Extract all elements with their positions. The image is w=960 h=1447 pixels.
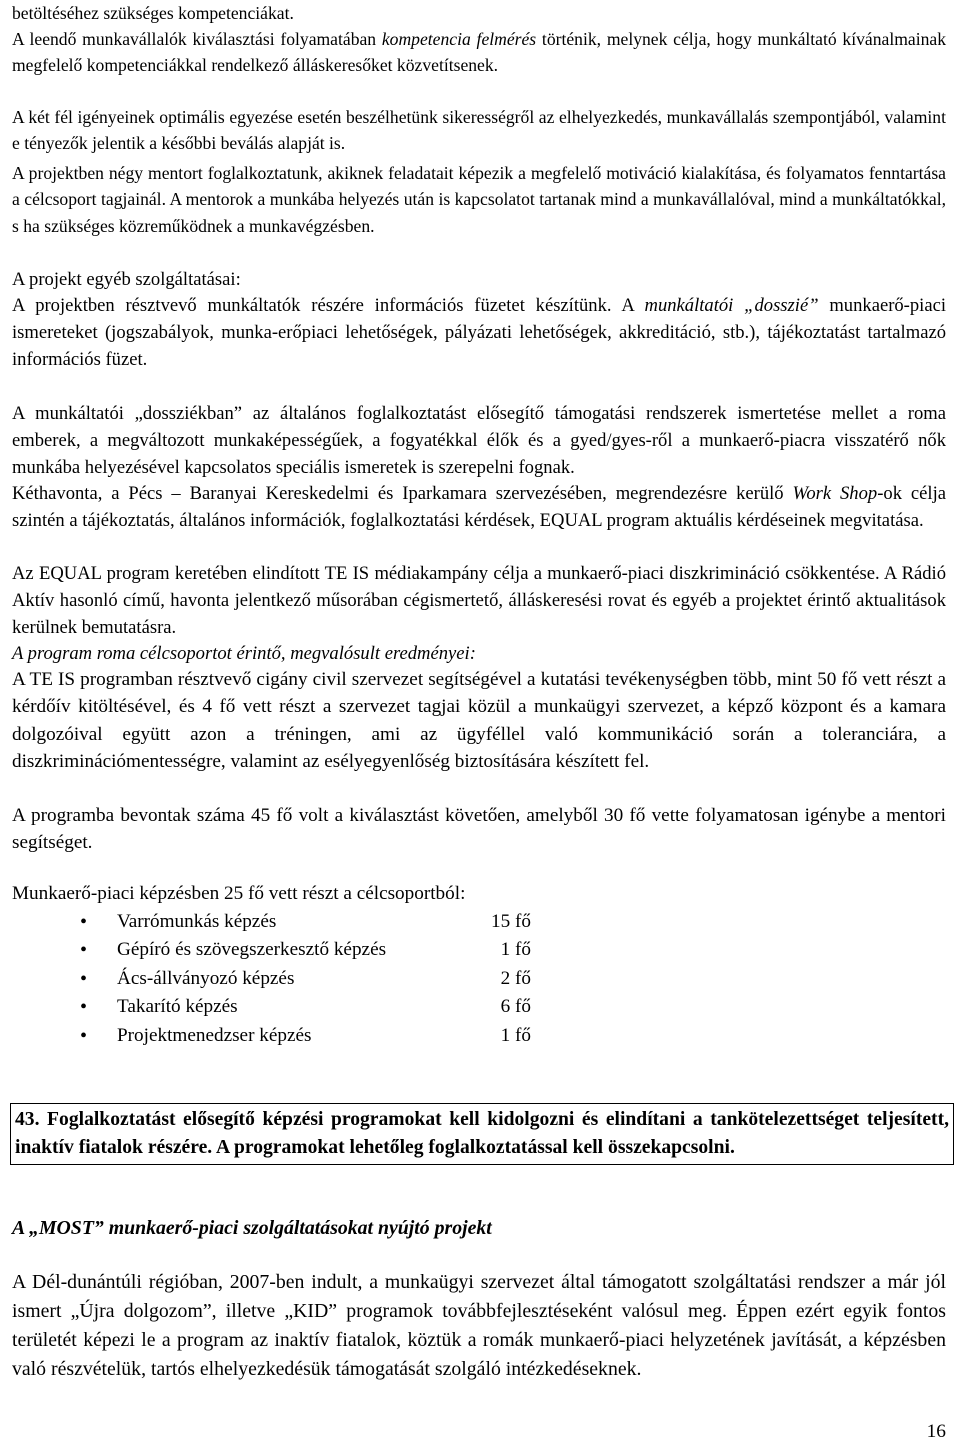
- paragraph-text: A projektben négy mentort foglalkoztatunk, akiknek feladatait képezik a megfelelő motiváció kialakítása, és folyamatos fenntartása a célcsoport tagjainál. A mentorok a munkába helyezés után is kapcsolatot tartanak mind a munkavállalóval, mind a munkáltatókkal, s ha szükséges közreműködnek a munkavégzésben.: [12, 163, 946, 236]
- italic-term: Work Shop: [792, 483, 878, 504]
- training-count: 1 fő: [500, 1024, 531, 1046]
- italic-term: munkáltatói „dosszié”: [644, 295, 819, 316]
- paragraph-text: A programba bevontak száma 45 fő volt a kiválasztást követően, amelyből 30 fő vette folyamatosan igénybe a mentori segítséget.: [12, 805, 946, 854]
- paragraph-other-services: [12, 266, 946, 293]
- paragraph-dossiers: [12, 400, 946, 481]
- paragraph-text: munkaerő-piaci ismereteket (jogszabályok, munka-erőpiaci lehetőségek, pályázati lehetőségek, akkreditáció, stb.), tájékoztatást tartalmazó információs füzet.: [12, 295, 947, 370]
- italic-term: kompetencia felmérés: [381, 29, 537, 49]
- paragraph-text: A projekt egyéb szolgáltatásai:: [12, 269, 241, 290]
- paragraph-information-booklet: [12, 292, 946, 373]
- paragraph-workshops: [12, 480, 946, 534]
- training-name: Projektmenedzser képzés: [117, 1024, 312, 1046]
- paragraph-matching: [12, 104, 946, 157]
- paragraph-participants: [12, 802, 946, 857]
- paragraph-mentors: [12, 160, 946, 239]
- italic-subheading: A program roma célcsoportot érintő, megvalósult eredményei:: [12, 643, 476, 664]
- training-name: Ács-állványozó képzés: [117, 967, 295, 989]
- paragraph-most-project: [12, 1268, 946, 1384]
- training-name: Gépíró és szövegszerkesztő képzés: [117, 939, 387, 961]
- paragraph-competency: [12, 26, 946, 79]
- paragraph-text: -ok célja szintén a tájékoztatás, általános információk, foglalkoztatási kérdések, EQUAL program aktuális kérdéseinek megvitatása.: [12, 483, 946, 531]
- recommendation-text: 43. Foglalkoztatást elősegítő képzési programokat kell kidolgozni és elindítani a tankötelezettséget teljesített, inaktív fiatalok részére. A programokat lehetőleg foglalkoztatással kell összekapcsolni.: [15, 1109, 949, 1158]
- paragraph-text: A munkáltatói „dossziékban” az általános foglalkoztatást elősegítő támogatási rendszerek ismertetése mellet a roma emberek, a megváltozott munkaképességűek, a fogyatékkal élők és a gyed/gyes-ről a munkaerő-piacra visszatérő nők munkába helyezésével kapcsolatos speciális ismeretek is szerepelni fognak.: [12, 403, 946, 478]
- paragraph-results-heading: [12, 640, 946, 667]
- bullet-icon: [80, 993, 100, 1022]
- bullet-icon: [80, 965, 100, 994]
- paragraph-text: Az EQUAL program keretében elindított TE IS médiakampány célja a munkaerő-piaci diszkrimináció csökkentése. A Rádió Aktív hasonló című, havonta jelentkező műsorában cégismertető, álláskeresési rovat és egyéb a projektet érintő aktualitások kerülnek bemutatásra.: [12, 563, 946, 638]
- paragraph-continuation: [12, 0, 946, 26]
- paragraph-results: [12, 666, 946, 776]
- paragraph-text: betöltéséhez szükséges kompetenciákat.: [12, 3, 294, 23]
- paragraph-text: A két fél igényeinek optimális egyezése esetén beszélhetünk sikerességről az elhelyezkedés, munkavállalás szempontjából, valamint e tényezők jelentik a későbbi beválás alapját is.: [12, 107, 946, 154]
- page-number: 16: [926, 1421, 946, 1442]
- training-name: Takarító képzés: [117, 996, 238, 1018]
- training-count: 1 fő: [500, 939, 531, 961]
- paragraph-text: történik, melynek célja, hogy munkáltató kívánalmainak megfelelő kompetenciákkal rendelkező álláskeresőket közvetítsenek.: [12, 29, 947, 76]
- paragraph-text: Kéthavonta, a Pécs – Baranyai Kereskedelmi és Iparkamara szervezésében, megrendezésre kerülő: [12, 483, 793, 504]
- paragraph-media-campaign: [12, 560, 946, 641]
- bullet-icon: [80, 936, 100, 965]
- training-count: 6 fő: [500, 996, 531, 1018]
- section-heading: A „MOST” munkaerő-piaci szolgáltatásokat nyújtó projekt: [12, 1217, 492, 1239]
- paragraph-training-intro: [12, 880, 946, 907]
- paragraph-text: A TE IS programban résztvevő cigány civil szervezet segítségével a kutatási tevékenységben több, mint 50 fő vett részt a kérdőív kitöltésével, és 4 fő vett részt a szervezet tagjai közül a munkaügyi szervezet, a képző központ és a kamara dolgozóival együtt azon a tréningen, ami az ügyféllel való kommunikáció során a toleranciára, a diszkriminációmentességre, valamint az esélyegyenlőség biztosítására készített fel.: [12, 669, 946, 773]
- bullet-icon: [80, 908, 100, 937]
- paragraph-text: A Dél-dunántúli régióban, 2007-ben indult, a munkaügyi szervezet által támogatott szolgáltatási rendszer a már jól ismert „Újra dolgozom”, illetve „KID” programok továbbfejlesztéseként valósul meg. Éppen ezért egyik fontos területét képezi le a program az inaktív fiatalok, köztük a romák munkaerő-piaci helyzetének javítását, a képzésben való részvételük, tartós elhelyezkedésük támogatását szolgáló intézkedéseknek.: [12, 1271, 946, 1380]
- training-count: 15 fő: [491, 911, 531, 932]
- training-name: Varrómunkás képzés: [117, 911, 277, 932]
- training-count: 2 fő: [500, 967, 531, 989]
- paragraph-text: A projektben résztvevő munkáltatók részére információs füzetet készítünk. A: [12, 295, 645, 316]
- paragraph-text: A leendő munkavállalók kiválasztási folyamatában: [12, 29, 382, 49]
- paragraph-text: Munkaerő-piaci képzésben 25 fő vett részt a célcsoportból:: [12, 883, 466, 904]
- bullet-icon: [80, 1022, 100, 1051]
- recommendation-box: [10, 1103, 954, 1165]
